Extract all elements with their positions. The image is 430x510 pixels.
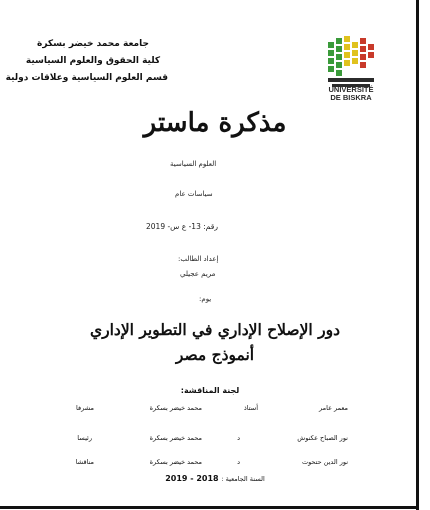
member-institution: محمد خيضر بسكرة (149, 404, 202, 412)
logo-line-1: UNIVERSITÉ (328, 85, 374, 94)
member-institution: محمد خيضر بسكرة (149, 434, 202, 442)
academic-year (140, 474, 290, 483)
institution-header (5, 36, 168, 87)
member-rank: د (237, 458, 240, 466)
committee-row (0, 434, 430, 448)
thesis-title: دور الإصلاح الإداري في التطوير الإداري (90, 320, 340, 339)
faculty-name: كلية الحقوق والعلوم السياسية (25, 56, 161, 66)
department-name: قسم العلوم السياسية وعلاقات دولية (5, 73, 168, 83)
committee-row (0, 404, 430, 418)
member-rank: أستاذ (243, 404, 258, 412)
member-rank: د (237, 434, 240, 442)
logo-line-2: DE BISKRA (330, 93, 372, 102)
student-name: مريم عجيلي (180, 270, 216, 278)
field-label: العلوم السياسية (170, 160, 217, 168)
document-type-title: مذكرة ماستر (143, 108, 287, 138)
member-role: مشرفا (76, 404, 94, 412)
page-border-bottom (0, 506, 419, 509)
member-role: مناقشا (75, 458, 94, 466)
committee-row (0, 458, 430, 472)
date-label: يوم: (199, 295, 212, 303)
academic-year-label: السنة الجامعية : (221, 475, 265, 483)
member-role: رئيسا (77, 434, 92, 442)
member-name: معمر عامر (319, 404, 348, 412)
academic-year-value: 2018 - 2019 (165, 474, 219, 483)
member-name: نور الدين حتحوت (301, 458, 348, 466)
committee-heading: لجنة المناقشة: (180, 386, 240, 395)
thesis-subtitle: أنموذج مصر (175, 345, 255, 364)
logo-wordmark (318, 86, 384, 102)
member-institution: محمد خيضر بسكرة (149, 458, 202, 466)
prepared-by-label: إعداد الطالب: (178, 255, 219, 263)
member-name: نور الصباح عكنوش (297, 434, 348, 442)
reference-number: رقم: 13- ع س- 2019 (146, 222, 218, 231)
specialty-label: سياسات عام (175, 190, 213, 198)
university-name: جامعة محمد خيضر بسكرة (37, 39, 149, 49)
